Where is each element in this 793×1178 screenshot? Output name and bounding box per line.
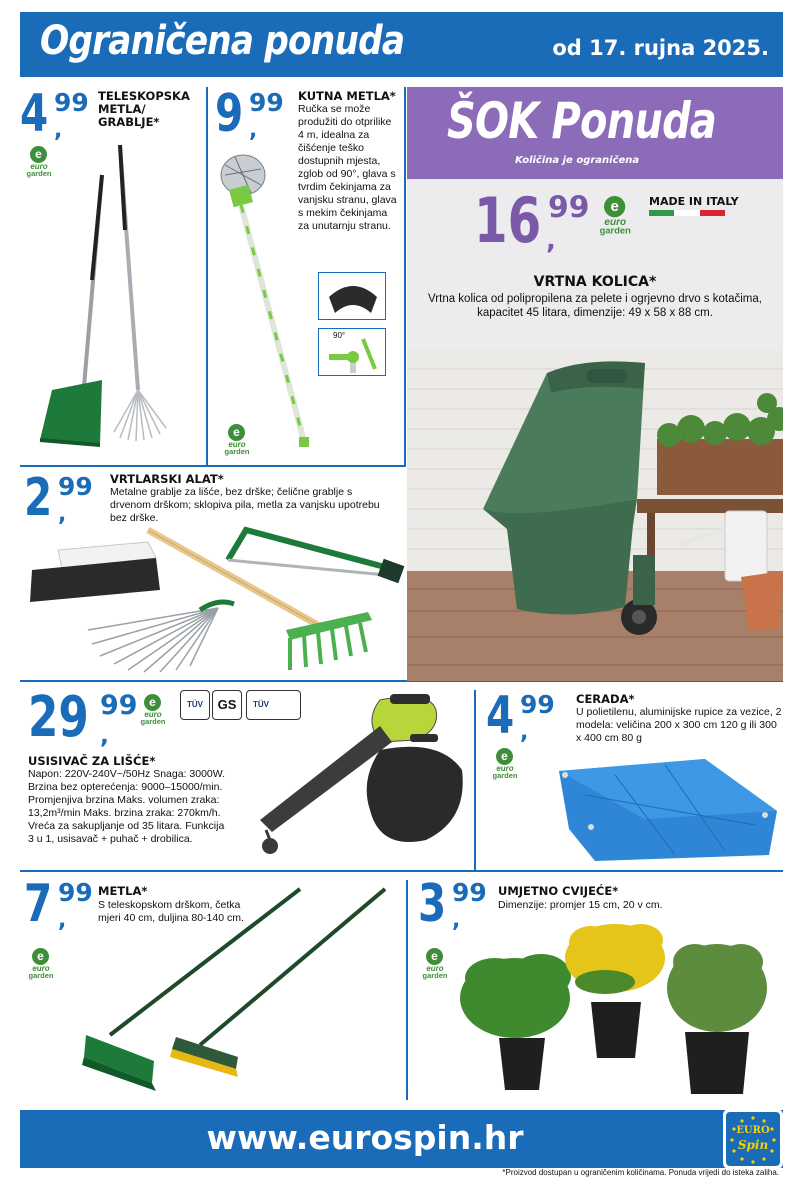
- desc-tarp: U polietilenu, aluminijske rupice za vezice, 2 modela: veličina 200 x 300 cm 120 g ili 300 x 400 cm 80 g: [576, 706, 782, 744]
- sok-banner-title: ŠOK Ponuda: [447, 92, 717, 150]
- desc-corner-broom: Ručka se može produžiti do otprilike 4 m, idealna za čišćenje teško dostupnih mjesta, zglob od 90°, glava s tvrdim čekinjama za vanjsku stranu, glava s mekim čekinjama za unutarnju stranu.: [298, 103, 397, 232]
- euro-garden-logo: e euro garden: [224, 425, 250, 456]
- price-cart: 16 99 ,: [474, 184, 590, 257]
- title-telescopic: TELESKOPSKA METLA/ GRABLJE*: [98, 89, 190, 129]
- title-corner-broom: KUTNA METLA*: [298, 89, 396, 103]
- euro-garden-logo: e euro garden: [140, 695, 166, 726]
- desc-cart: Vrtna kolica od polipropilena za pelete i ogrjevno drvo s kotačima, kapacitet 45 litara, dimenzije: 49 x 58 x 88 cm.: [428, 293, 762, 319]
- artificial-flowers-image: [455, 918, 775, 1098]
- price-garden-tools: 2 99 ,: [24, 468, 93, 528]
- title-flowers: UMJETNO CVIJEĆE*: [498, 884, 619, 898]
- price-corner-broom: 9 99 ,: [215, 84, 284, 144]
- tuv-badge: TÜV: [180, 690, 210, 720]
- title-broom: METLA*: [98, 884, 148, 898]
- title-blower: USISIVAČ ZA LIŠĆE*: [28, 754, 156, 768]
- eurospin-logo: EURO Spin: [723, 1109, 783, 1169]
- title-cart: VRTNA KOLICA*: [533, 274, 657, 290]
- corner-broom-image: [215, 145, 315, 455]
- desc-broom: S teleskopskom drškom, četka mjeri 40 cm, duljina 80-140 cm.: [98, 899, 244, 924]
- page-title: Ograničena ponuda: [40, 18, 405, 64]
- euro-garden-logo: e euro garden: [26, 147, 52, 178]
- telescopic-broom-rake-image: [30, 140, 200, 450]
- divider: [474, 690, 476, 870]
- garden-tools-image: [28, 520, 403, 675]
- desc-blower: Napon: 220V-240V~/50Hz Snaga: 3000W. Brzina bez opterećenja: 9000–15000/min. Promjenjiva brzina Maks. volumen zraka: 13,2m³/min Maks. brzina zraka: 270km/h. Vreća za sakupljanje od 35 litara. Funkcija 3 u 1, usisavač + puhač + drobilica.: [28, 768, 226, 845]
- telescopic-broom-image: [80, 885, 400, 1100]
- euro-garden-logo: e euro garden: [492, 749, 518, 780]
- divider: [206, 87, 208, 465]
- title-tarp: CERADA*: [576, 692, 635, 706]
- price-broom: 7 99 ,: [24, 874, 93, 934]
- price-tarp: 4 99 ,: [486, 686, 555, 746]
- tuv-rheinland-badge: TÜV: [246, 690, 301, 720]
- euro-garden-logo: e euro garden: [422, 949, 448, 980]
- sok-banner-subtitle: Količina je ograničena: [515, 155, 640, 166]
- made-in-italy-label: MADE IN ITALY: [649, 195, 739, 208]
- cart-photo: [407, 349, 783, 681]
- title-garden-tools: VRTLARSKI ALAT*: [110, 472, 224, 486]
- desc-garden-tools: Metalne grablje za lišće, bez drške; čelične grablje s drvenom drškom; sklopiva pila, metla za vanjsku upotrebu bez drške.: [110, 486, 380, 524]
- detail-90-joint: 90°: [318, 328, 386, 376]
- price-blower: 29 99 ,: [28, 685, 138, 750]
- divider: [406, 880, 408, 1100]
- desc-flowers: Dimenzije: promjer 15 cm, 20 v cm.: [498, 899, 663, 911]
- divider: [404, 87, 406, 465]
- divider: [20, 870, 783, 872]
- euro-garden-logo: e euro garden: [28, 949, 54, 980]
- footer-disclaimer: *Proizvod dostupan u ograničenim količinama. Ponuda vrijedi do isteka zaliha.: [502, 1168, 779, 1177]
- price-telescopic: 4 99 ,: [20, 84, 89, 144]
- italy-flag: [649, 210, 725, 216]
- price-flowers: 3 99 ,: [418, 874, 487, 934]
- offer-date: od 17. rujna 2025.: [552, 36, 769, 60]
- detail-hard-bristles: [318, 272, 386, 320]
- gs-badge: GS: [212, 690, 242, 720]
- leaf-blower-image: [230, 690, 470, 860]
- tarp-image: [555, 755, 780, 865]
- euro-garden-logo: e euro garden: [599, 197, 631, 236]
- divider: [20, 465, 406, 467]
- website-link[interactable]: www.eurospin.hr: [206, 1118, 524, 1157]
